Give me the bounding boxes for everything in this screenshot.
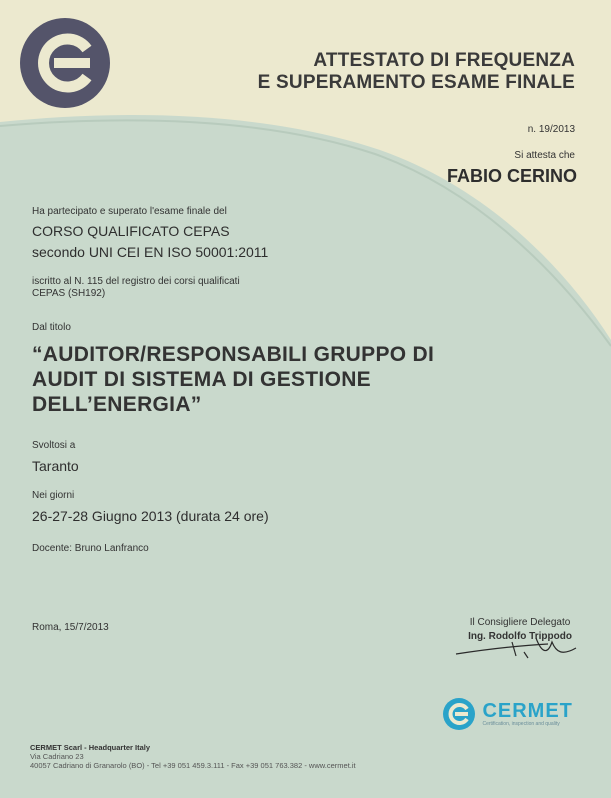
handwritten-signature-icon xyxy=(452,632,582,662)
teacher: Docente: Bruno Lanfranco xyxy=(32,543,149,554)
registry-line-1: iscritto al N. 115 del registro dei corsi qualificati xyxy=(32,276,240,287)
attesta-label: Si attesta che xyxy=(514,150,575,161)
footer-company: CERMET Scarl - Headquarter Italy xyxy=(30,743,151,752)
place-date: Roma, 15/7/2013 xyxy=(32,622,109,633)
recipient-name: FABIO CERINO xyxy=(446,166,577,186)
cermet-logo-text: CERMET xyxy=(482,699,573,722)
certificate-number: n. 19/2013 xyxy=(527,124,575,135)
location-value: Taranto xyxy=(32,458,79,474)
dates-value: 26-27-28 Giugno 2013 (durata 24 ore) xyxy=(32,508,269,524)
course-title-line-1: “AUDITOR/RESPONSABILI GRUPPO DI xyxy=(32,343,435,366)
certificate-title xyxy=(258,50,575,94)
title-label: Dal titolo xyxy=(32,322,71,333)
registry-line-2: CEPAS (SH192) xyxy=(32,288,106,299)
title-line-2: E SUPERAMENTO ESAME FINALE xyxy=(257,72,575,93)
course-intro: Ha partecipato e superato l'esame finale del xyxy=(32,206,227,217)
cermet-small-logo-icon xyxy=(442,697,476,731)
cermet-large-logo-icon xyxy=(18,16,112,110)
signer-name: Ing. Rodolfo Trippodo xyxy=(468,631,572,642)
course-line-1: CORSO QUALIFICATO CEPAS xyxy=(32,223,230,239)
location-label: Svoltosi a xyxy=(32,440,76,451)
footer-address-1: Via Cadriano 23 xyxy=(30,752,84,761)
cermet-logo xyxy=(442,697,573,731)
footer xyxy=(30,743,356,770)
course-title-line-2: AUDIT DI SISTEMA DI GESTIONE xyxy=(32,368,371,391)
title-line-1: ATTESTATO DI FREQUENZA xyxy=(313,50,575,71)
course-line-2: secondo UNI CEI EN ISO 50001:2011 xyxy=(32,244,269,260)
dates-label: Nei giorni xyxy=(32,490,75,501)
course-title xyxy=(32,342,592,417)
signer-role: Il Consigliere Delegato xyxy=(469,617,571,628)
course-title-line-3: DELL’ENERGIA” xyxy=(32,393,202,416)
cermet-logo-tagline: Certification, inspection and quality xyxy=(482,720,560,727)
footer-address-2: 40057 Cadriano di Granarolo (BO) - Tel +39 051 459.3.111 - Fax +39 051 763.382 - www.cermet.it xyxy=(30,761,356,770)
